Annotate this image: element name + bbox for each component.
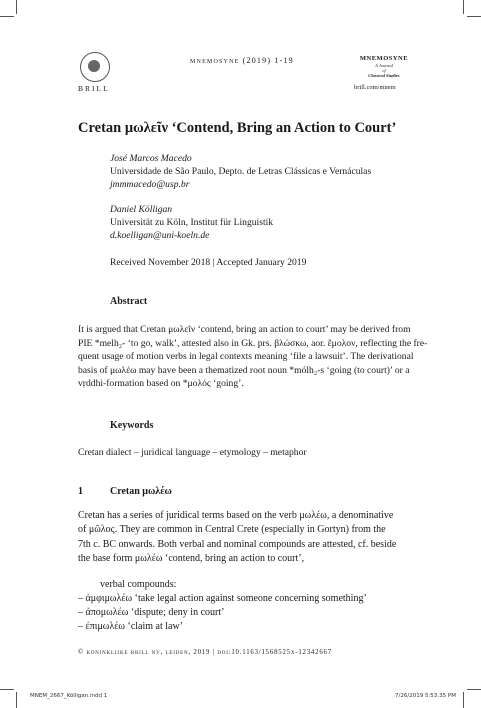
author2-name: Daniel Kölligan <box>110 204 173 215</box>
file-info: MNEM_2667_Kölligan.indd 1 <box>30 693 108 699</box>
journal-url[interactable]: brill.com/mnem <box>354 84 396 91</box>
list-item: – ἀπομωλέω ‘dispute; deny in court’ <box>78 607 225 619</box>
para-line: 7th c. BC onwards. Both verbal and nominal compounds are attested, cf. beside <box>78 538 397 550</box>
list-intro: verbal compounds: <box>100 579 177 590</box>
running-head: mnemosyne (2019) 1-19 <box>190 56 294 65</box>
abstract-line: It is argued that Cretan μωλεῖν ‘contend, bring an action to court’ may be derived from <box>78 324 411 335</box>
para-line: the base form μωλέω ‘contend, bring an action to court’, <box>78 553 305 565</box>
para-line: Cretan has a series of juridical terms based on the verb μωλέω, a denominative <box>78 510 394 521</box>
author2-affiliation: Universität zu Köln, Institut für Linguistik <box>110 217 274 228</box>
timestamp: 7/26/2019 5:53:35 PM <box>395 693 456 699</box>
abstract-line: quent usage of motion verbs in legal contexts meaning ‘file a lawsuit’. The derivational <box>78 351 414 363</box>
abstract-body <box>78 323 428 391</box>
abstract-heading: Abstract <box>110 296 148 307</box>
crop-mark-tl-v <box>16 0 17 14</box>
list-item: – ἐπιμωλέω ‘claim at law’ <box>78 621 184 633</box>
copyright-line: © koninklijke brill nv, leiden, 2019 | doi:10.1163/1568525x-12342667 <box>78 649 332 656</box>
article-dates: Received November 2018 | Accepted January 2019 <box>110 257 307 268</box>
section-paragraph <box>78 509 403 567</box>
crop-mark-br-v <box>463 692 464 708</box>
abstract-line: PIE *melh₂- ‘to go, walk’, attested also in Gk. prs. βλώσκω, aor. ἔμολον, reflecting the fre- <box>78 337 428 349</box>
keywords-list: Cretan dialect – juridical language – etymology – metaphor <box>78 447 307 458</box>
keywords-heading: Keywords <box>110 420 154 431</box>
journal-sub-3: Classical Studies <box>368 73 400 78</box>
author1-affiliation: Universidade de São Paulo, Depto. de Letras Clássicas e Vernáculas <box>110 166 372 177</box>
list-item: – ἀμφιμωλέω ‘take legal action against someone concerning something’ <box>78 593 367 604</box>
crop-mark-br-h <box>467 689 481 690</box>
journal-name: MNEMOSYNE <box>359 55 409 62</box>
brill-seal-center <box>88 60 100 72</box>
journal-sub-2: of <box>382 68 386 73</box>
publisher-name: BRILL <box>78 84 110 93</box>
crop-mark-tl-h <box>0 16 14 17</box>
para-line: of μῶλος. They are common in Central Crete (especially in Gortyn) from the <box>78 524 386 536</box>
author2-email[interactable]: d.koelligan@uni-koeln.de <box>110 230 210 241</box>
article-title: Cretan μωλεῖν ‘Contend, Bring an Action to Court’ <box>78 120 397 136</box>
crop-mark-tr-h <box>467 16 481 17</box>
section-number: 1 <box>78 486 83 497</box>
crop-mark-bl-v <box>16 692 17 708</box>
journal-sub-1: A Journal <box>375 63 393 68</box>
author1-name: José Marcos Macedo <box>110 153 192 164</box>
abstract-line: basis of μωλέω may have been a thematized root noun *mólh₂-s ‘going (to court)’ or a <box>78 364 410 376</box>
crop-mark-tr-v <box>463 0 464 14</box>
abstract-line: vṛddhi-formation based on *μολός ‘going’. <box>78 378 244 390</box>
compound-list <box>78 592 367 635</box>
crop-mark-bl-h <box>0 689 14 690</box>
section-title: Cretan μωλέω <box>110 486 172 497</box>
author1-email[interactable]: jmmmacedo@usp.br <box>110 179 190 190</box>
